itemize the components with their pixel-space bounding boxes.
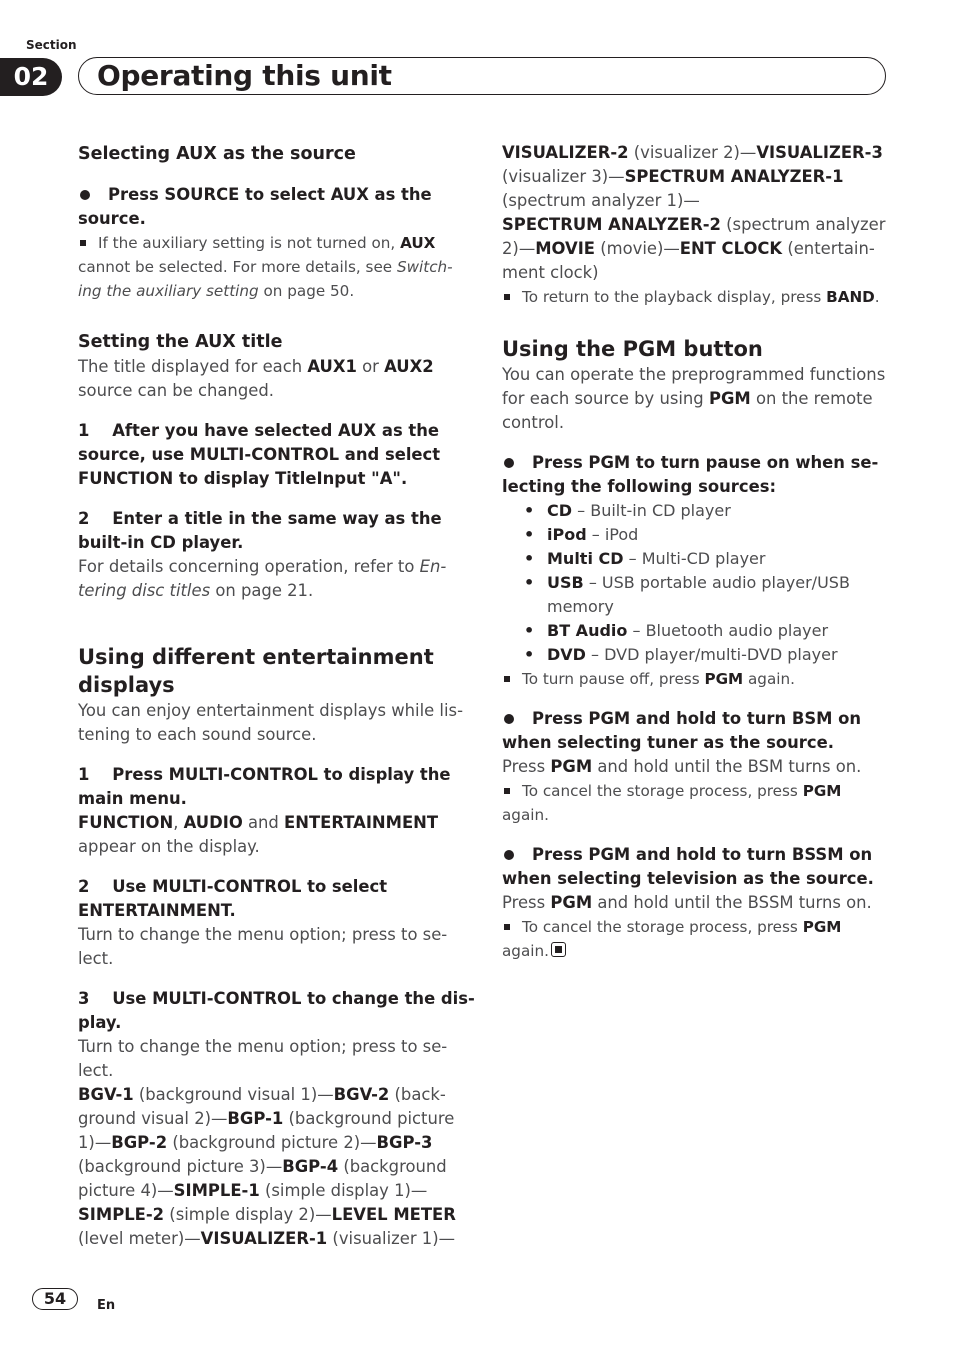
display-list-continued: VISUALIZER-2 (visualizer 2)—VISUALIZER-3 (visualizer 3)—SPECTRUM ANALYZER-1 (spectrum analyzer 1)— SPECTRUM ANALYZER-2 (spectrum analyzer 2)—MOVIE (movie)—ENT CLOCK (entertain- ment clock) xyxy=(502,143,886,282)
entertainment-step-3: 3 Use MULTI-CONTROL to change the dis- play. xyxy=(78,989,475,1032)
note-square-icon xyxy=(504,676,510,682)
list-item: • Multi CD – Multi-CD player xyxy=(522,547,892,571)
entertainment-step-1-body: FUNCTION, AUDIO and ENTERTAINMENT appear on the display. xyxy=(78,813,439,856)
pgm-intro: You can operate the preprogrammed functions for each source by using PGM on the remote control. xyxy=(502,365,886,432)
entertainment-intro: You can enjoy entertainment displays while lis- tening to each sound source. xyxy=(78,701,463,744)
pause-off-note: To turn pause off, press PGM again. xyxy=(502,667,892,691)
note-square-icon xyxy=(504,924,510,930)
pgm-source-list xyxy=(502,499,892,667)
bsm-cancel-note: To cancel the storage process, press PGM again. xyxy=(502,782,842,824)
right-column xyxy=(502,141,892,963)
entertainment-heading: Using different entertainment displays xyxy=(78,645,434,697)
aux-title-step-1: 1 After you have selected AUX as the source, use MULTI-CONTROL and select FUNCTION to display TitleInput "A". xyxy=(78,421,441,488)
left-column xyxy=(78,141,475,1251)
pgm-heading: Using the PGM button xyxy=(502,337,763,361)
bullet-icon xyxy=(504,850,514,860)
return-playback-note: To return to the playback display, press BAND. xyxy=(502,285,892,309)
language-label: En xyxy=(97,1298,116,1313)
aux-source-note: If the auxiliary setting is not turned on, AUX cannot be selected. For more details, see Switch- ing the auxiliary setting on page 50. xyxy=(78,234,453,300)
pgm-bssm-step: Press PGM and hold to turn BSSM on when selecting television as the source. xyxy=(502,845,874,888)
pgm-bsm-step: Press PGM and hold to turn BSM on when selecting tuner as the source. xyxy=(502,709,862,752)
entertainment-step-2-body: Turn to change the menu option; press to se- lect. xyxy=(78,925,448,968)
bullet-icon xyxy=(504,458,514,468)
aux-source-step: Press SOURCE to select AUX as the source. xyxy=(78,185,432,228)
aux-title-step-2-body: For details concerning operation, refer to En- tering disc titles on page 21. xyxy=(78,557,447,600)
pgm-bsm-body: Press PGM and hold until the BSM turns on. xyxy=(502,757,862,776)
pgm-bssm-body: Press PGM and hold until the BSSM turns on. xyxy=(502,893,872,912)
page-title: Operating this unit xyxy=(97,59,392,92)
entertainment-step-1: 1 Press MULTI-CONTROL to display the main menu. xyxy=(78,765,451,808)
bullet-icon xyxy=(504,714,514,724)
list-item: • DVD – DVD player/multi-DVD player xyxy=(522,643,892,667)
aux-title-intro: The title displayed for each AUX1 or AUX2 source can be changed. xyxy=(78,357,434,400)
entertainment-step-3-body: Turn to change the menu option; press to se- lect. BGV-1 (background visual 1)—BGV-2 (back- ground visual 2)—BGP-1 (background picture 1)—BGP-2 (background picture 2)—BGP-3 (background picture 3)—BGP-4 (background picture 4)—SIMPLE-1 (simple display 1)— SIMPLE-2 (simple display 2)—LEVEL METER (level meter)—VISUALIZER-1 (visualizer 1)— xyxy=(78,1037,456,1248)
aux-title-step-2: 2 Enter a title in the same way as the built-in CD player. xyxy=(78,509,442,552)
list-item: • iPod – iPod xyxy=(522,523,892,547)
section-number-badge: 02 xyxy=(0,58,62,96)
section-label: Section xyxy=(26,38,77,52)
note-square-icon xyxy=(504,294,510,300)
list-item: • USB – USB portable audio player/USB memory xyxy=(522,571,892,619)
note-square-icon xyxy=(504,788,510,794)
list-item: • BT Audio – Bluetooth audio player xyxy=(522,619,892,643)
aux-source-heading: Selecting AUX as the source xyxy=(78,144,356,164)
aux-title-heading: Setting the AUX title xyxy=(78,332,283,352)
entertainment-step-2: 2 Use MULTI-CONTROL to select ENTERTAINMENT. xyxy=(78,877,388,920)
page-title-box xyxy=(78,57,886,95)
pgm-pause-step: Press PGM to turn pause on when se- lecting the following sources: xyxy=(502,453,879,496)
list-item: • CD – Built-in CD player xyxy=(522,499,892,523)
note-square-icon xyxy=(80,240,86,246)
end-of-section-icon xyxy=(551,942,566,957)
bssm-cancel-note: To cancel the storage process, press PGM again. xyxy=(502,918,842,960)
page-number: 54 xyxy=(32,1288,78,1310)
bullet-icon xyxy=(80,190,90,200)
